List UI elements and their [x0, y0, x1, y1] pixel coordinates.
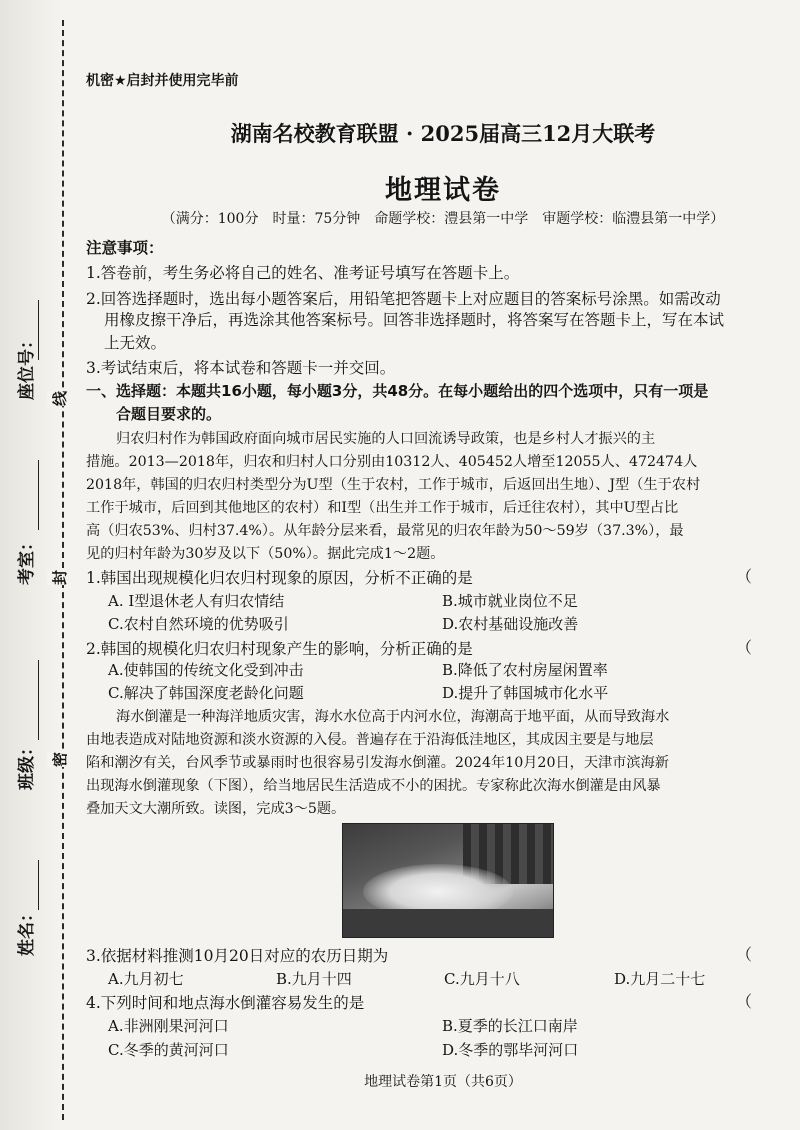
- page-footer: 地理试卷第1页（共6页）: [364, 1074, 522, 1090]
- section-heading-cont: 合题目要求的。: [116, 405, 222, 423]
- confidential-notice: 机密★启封并使用完毕前: [86, 73, 239, 89]
- passage-line: 出现海水倒灌现象（下图），给当地居民生活造成不小的困扰。专家称此次海水倒灌是由风暴: [86, 778, 661, 794]
- q3-option-a: A.九月初七: [108, 970, 184, 988]
- question-4-stem: 4.下列时间和地点海水倒灌容易发生的是: [86, 994, 365, 1012]
- passage-line: 见的归村年龄为30岁及以下（50%）。据此完成1～2题。: [86, 546, 445, 562]
- seal-char-secret: 密: [47, 752, 72, 767]
- exam-info: （满分：100分 时量：75分钟 命题学校：澧县第一中学 审题学校：临澧县第一中学）: [161, 211, 725, 227]
- seawater-intrusion-photo: [342, 823, 554, 938]
- passage-line: 措施。2013—2018年，归农和归村人口分别由10312人、405452人增至12055人、472474人: [86, 454, 698, 470]
- class-underline: [38, 660, 39, 740]
- notes-line: 上无效。: [104, 334, 167, 352]
- room-label: 考室：: [17, 534, 37, 585]
- q2-option-b: B.降低了农村房屋闲置率: [442, 661, 608, 679]
- q3-option-b: B.九月十四: [276, 970, 352, 988]
- q1-option-c: C.农村自然环境的优势吸引: [108, 615, 289, 633]
- q3-option-d: D.九月二十七: [614, 970, 706, 988]
- room-field: [12, 460, 52, 620]
- passage-line: 海水倒灌是一种海洋地质灾害，海水水位高于内河水位，海潮高于地平面，从而导致海水: [116, 709, 670, 725]
- subject-title: 地理试卷: [385, 175, 501, 206]
- passage-line: 2018年，韩国的归农归村类型分为U型（生于农村，工作于城市，后返回出生地）、J型（生于农村: [86, 477, 701, 493]
- q4-option-a: A.非洲刚果河河口: [108, 1017, 229, 1035]
- passage-line: 叠加天文大潮所致。读图，完成3～5题。: [86, 801, 346, 817]
- seal-char-seal: 封: [47, 570, 72, 585]
- notes-line: 3.考试结束后，将本试卷和答题卡一并交回。: [86, 359, 396, 377]
- q1-option-a: A. I型退休老人有归农情结: [108, 592, 285, 610]
- question-2-stem: 2.韩国的规模化归农归村现象产生的影响，分析正确的是: [86, 640, 473, 658]
- passage-line: 由地表造成对陆地资源和淡水资源的入侵。普遍存在于沿海低洼地区，其成因主要是与地层: [86, 732, 654, 748]
- room-underline: [38, 460, 39, 530]
- answer-paren: （: [736, 992, 753, 1011]
- passage-line: 归农归村作为韩国政府面向城市居民实施的人口回流诱导政策，也是乡村人才振兴的主: [116, 431, 656, 447]
- q2-option-c: C.解决了韩国深度老龄化问题: [108, 684, 304, 702]
- class-field: [12, 660, 52, 820]
- section-heading: 一、选择题：本题共16小题，每小题3分，共48分。在每小题给出的四个选项中，只有一项是: [86, 382, 709, 400]
- passage-line: 工作于城市，后回到其他地区的农村）和I型（出生并工作于城市，后迁往农村），其中U型占比: [86, 500, 679, 516]
- exam-title: 湖南名校教育联盟 · 2025届高三12月大联考: [230, 121, 656, 146]
- name-field: [12, 860, 52, 980]
- passage-line: 陷和潮汐有关，台风季节或暴雨时也很容易引发海水倒灌。2024年10月20日，天津市滨海新: [86, 755, 669, 771]
- seat-label: 座位号：: [17, 332, 37, 400]
- name-label: 姓名：: [17, 905, 37, 956]
- q2-option-d: D.提升了韩国城市化水平: [442, 684, 609, 702]
- seal-char-line: 线: [47, 391, 72, 406]
- class-label: 班级：: [17, 739, 37, 790]
- notes-line: 用橡皮擦干净后，再选涂其他答案标号。回答非选择题时，将答案写在答题卡上，写在本试: [104, 311, 725, 329]
- answer-paren: （: [736, 945, 753, 964]
- q4-option-b: B.夏季的长江口南岸: [442, 1017, 578, 1035]
- seat-field: [12, 300, 52, 450]
- q4-option-c: C.冬季的黄河河口: [108, 1041, 229, 1059]
- notes-line: 1.答卷前，考生务必将自己的姓名、准考证号填写在答题卡上。: [86, 264, 520, 282]
- notes-heading: 注意事项：: [86, 239, 164, 257]
- notes-line: 2.回答选择题时，选出每小题答案后，用铅笔把答题卡上对应题目的答案标号涂黑。如需改动: [86, 290, 721, 308]
- q4-option-d: D.冬季的鄂毕河河口: [442, 1041, 579, 1059]
- name-underline: [38, 860, 39, 910]
- passage-line: 高（归农53%、归村37.4%）。从年龄分层来看，最常见的归农年龄为50～59岁（37.3%），最: [86, 523, 684, 539]
- q2-option-a: A.使韩国的传统文化受到冲击: [108, 661, 304, 679]
- q3-option-c: C.九月十八: [444, 970, 520, 988]
- answer-paren: （: [736, 567, 753, 586]
- q1-option-b: B.城市就业岗位不足: [442, 592, 578, 610]
- question-3-stem: 3.依据材料推测10月20日对应的农历日期为: [86, 947, 389, 965]
- q1-option-d: D.农村基础设施改善: [442, 615, 579, 633]
- seat-underline: [38, 300, 39, 360]
- question-1-stem: 1.韩国出现规模化归农归村现象的原因，分析不正确的是: [86, 569, 473, 587]
- answer-paren: （: [736, 638, 753, 657]
